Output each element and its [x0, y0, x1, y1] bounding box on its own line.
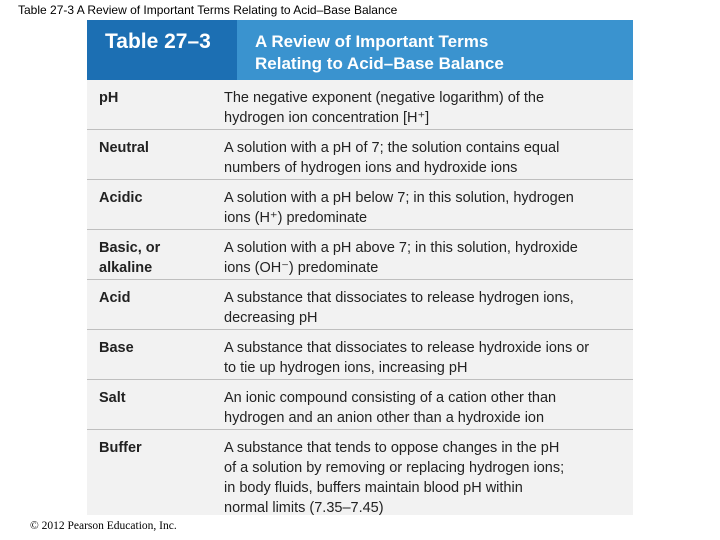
slide-title: Table 27-3 A Review of Important Terms Relating to Acid–Base Balance: [18, 3, 398, 17]
definition-cell: A substance that dissociates to release hydrogen ions, decreasing pH: [224, 290, 574, 326]
definition-cell: An ionic compound consisting of a cation other than hydrogen and an anion other than a hydroxide ion: [224, 390, 557, 426]
table-row: [87, 280, 633, 330]
term-cell: Salt: [99, 390, 126, 406]
table-row: [87, 330, 633, 380]
table-row: [87, 130, 633, 180]
table-number: Table 27–3: [87, 20, 237, 80]
definition-cell: A substance that dissociates to release hydroxide ions or to tie up hydrogen ions, increasing pH: [224, 340, 590, 376]
table-row: [87, 180, 633, 230]
table-body: [87, 80, 633, 516]
term-cell: Acidic: [99, 190, 143, 206]
table-row: [87, 380, 633, 430]
table-row: [87, 80, 633, 130]
term-cell: Neutral: [99, 140, 149, 156]
definition-cell: A solution with a pH below 7; in this solution, hydrogen ions (H⁺) predominate: [224, 190, 574, 226]
term-cell: Buffer: [99, 440, 142, 456]
term-cell: Acid: [99, 290, 131, 306]
definition-cell: The negative exponent (negative logarithm) of the hydrogen ion concentration [H⁺]: [224, 90, 545, 126]
definition-cell: A solution with a pH above 7; in this solution, hydroxide ions (OH⁻) predominate: [224, 240, 578, 276]
copyright-notice: © 2012 Pearson Education, Inc.: [30, 520, 177, 532]
terms-table: [87, 20, 633, 515]
definition-cell: A substance that tends to oppose changes in the pH of a solution by removing or replacing hydrogen ions; in body fluids, buffers maintain blood pH within normal limits (7.35–7.45): [224, 440, 565, 516]
term-cell: Basic, or alkaline: [99, 240, 161, 276]
definition-cell: A solution with a pH of 7; the solution contains equal numbers of hydrogen ions and hydroxide ions: [224, 140, 560, 176]
table-header: [87, 20, 633, 80]
table-row: [87, 230, 633, 280]
table-row: [87, 430, 633, 516]
term-cell: Base: [99, 340, 134, 356]
term-cell: pH: [99, 90, 119, 106]
table-title: A Review of Important Terms Relating to Acid–Base Balance: [255, 32, 504, 73]
